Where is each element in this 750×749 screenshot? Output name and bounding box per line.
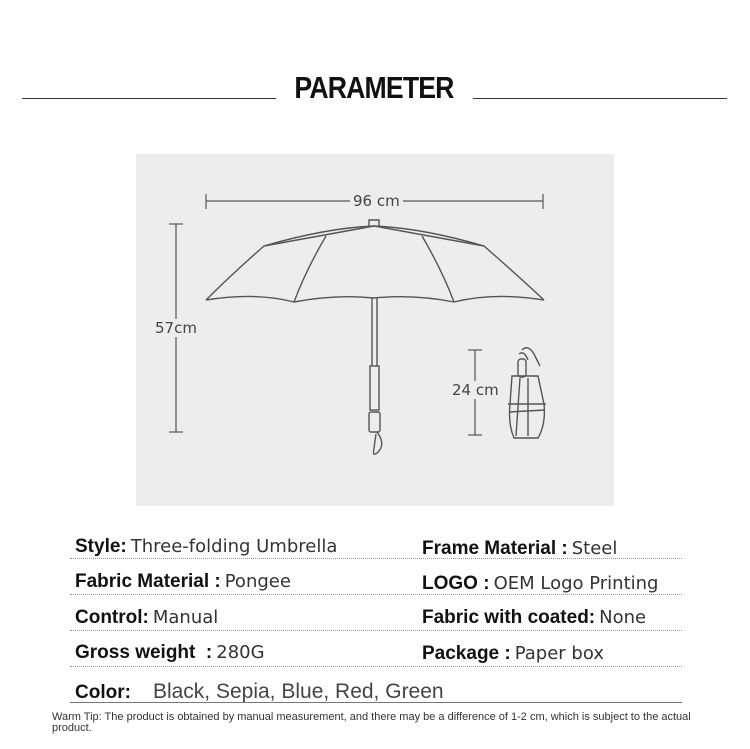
- spec-key: Fabric with coated:: [422, 607, 596, 628]
- title-line-right: [473, 98, 727, 99]
- row-divider: [70, 630, 682, 631]
- spec-value: Manual: [152, 607, 219, 628]
- open-umbrella: [206, 220, 544, 454]
- spec-style: [75, 536, 337, 560]
- width-label: 96 cm: [350, 192, 403, 210]
- spec-value: None: [599, 607, 647, 628]
- spec-key: Style:: [75, 536, 127, 557]
- row-divider: [70, 558, 682, 559]
- spec-key: Gross weight :: [75, 642, 213, 663]
- height-label: 57cm: [152, 319, 200, 337]
- spec-value: OEM Logo Printing: [493, 573, 659, 594]
- spec-gross-weight: [75, 642, 265, 666]
- spec-fabric-material: [75, 571, 291, 595]
- spec-color: [75, 680, 444, 704]
- spec-key: LOGO :: [422, 573, 490, 594]
- spec-value: Three-folding Umbrella: [130, 536, 338, 557]
- spec-value: 280G: [216, 642, 265, 663]
- folded-umbrella: [508, 348, 546, 438]
- warm-tip: Warm Tip: The product is obtained by manual measurement, and there may be a difference of 1-2 cm, which is subject to the actual product.: [52, 711, 691, 734]
- umbrella-diagram: [136, 154, 614, 506]
- spec-value: Steel: [571, 538, 618, 559]
- page-title: PARAMETER: [294, 70, 454, 105]
- spec-key: Color:: [75, 682, 131, 703]
- spec-control: [75, 607, 218, 631]
- spec-key: Frame Material :: [422, 538, 568, 559]
- spec-value: Black, Sepia, Blue, Red, Green: [152, 680, 444, 703]
- spec-fabric-coated: [422, 607, 646, 631]
- row-divider: [70, 594, 682, 595]
- title-line-left: [22, 98, 276, 99]
- spec-value: Paper box: [514, 643, 604, 664]
- folded-label: 24 cm: [449, 381, 502, 399]
- spec-key: Fabric Material :: [75, 571, 221, 592]
- spec-package: [422, 643, 604, 667]
- row-divider: [70, 666, 682, 667]
- spec-key: Package :: [422, 643, 511, 664]
- row-divider: [70, 702, 682, 703]
- spec-key: Control:: [75, 607, 149, 628]
- spec-value: Pongee: [224, 571, 291, 592]
